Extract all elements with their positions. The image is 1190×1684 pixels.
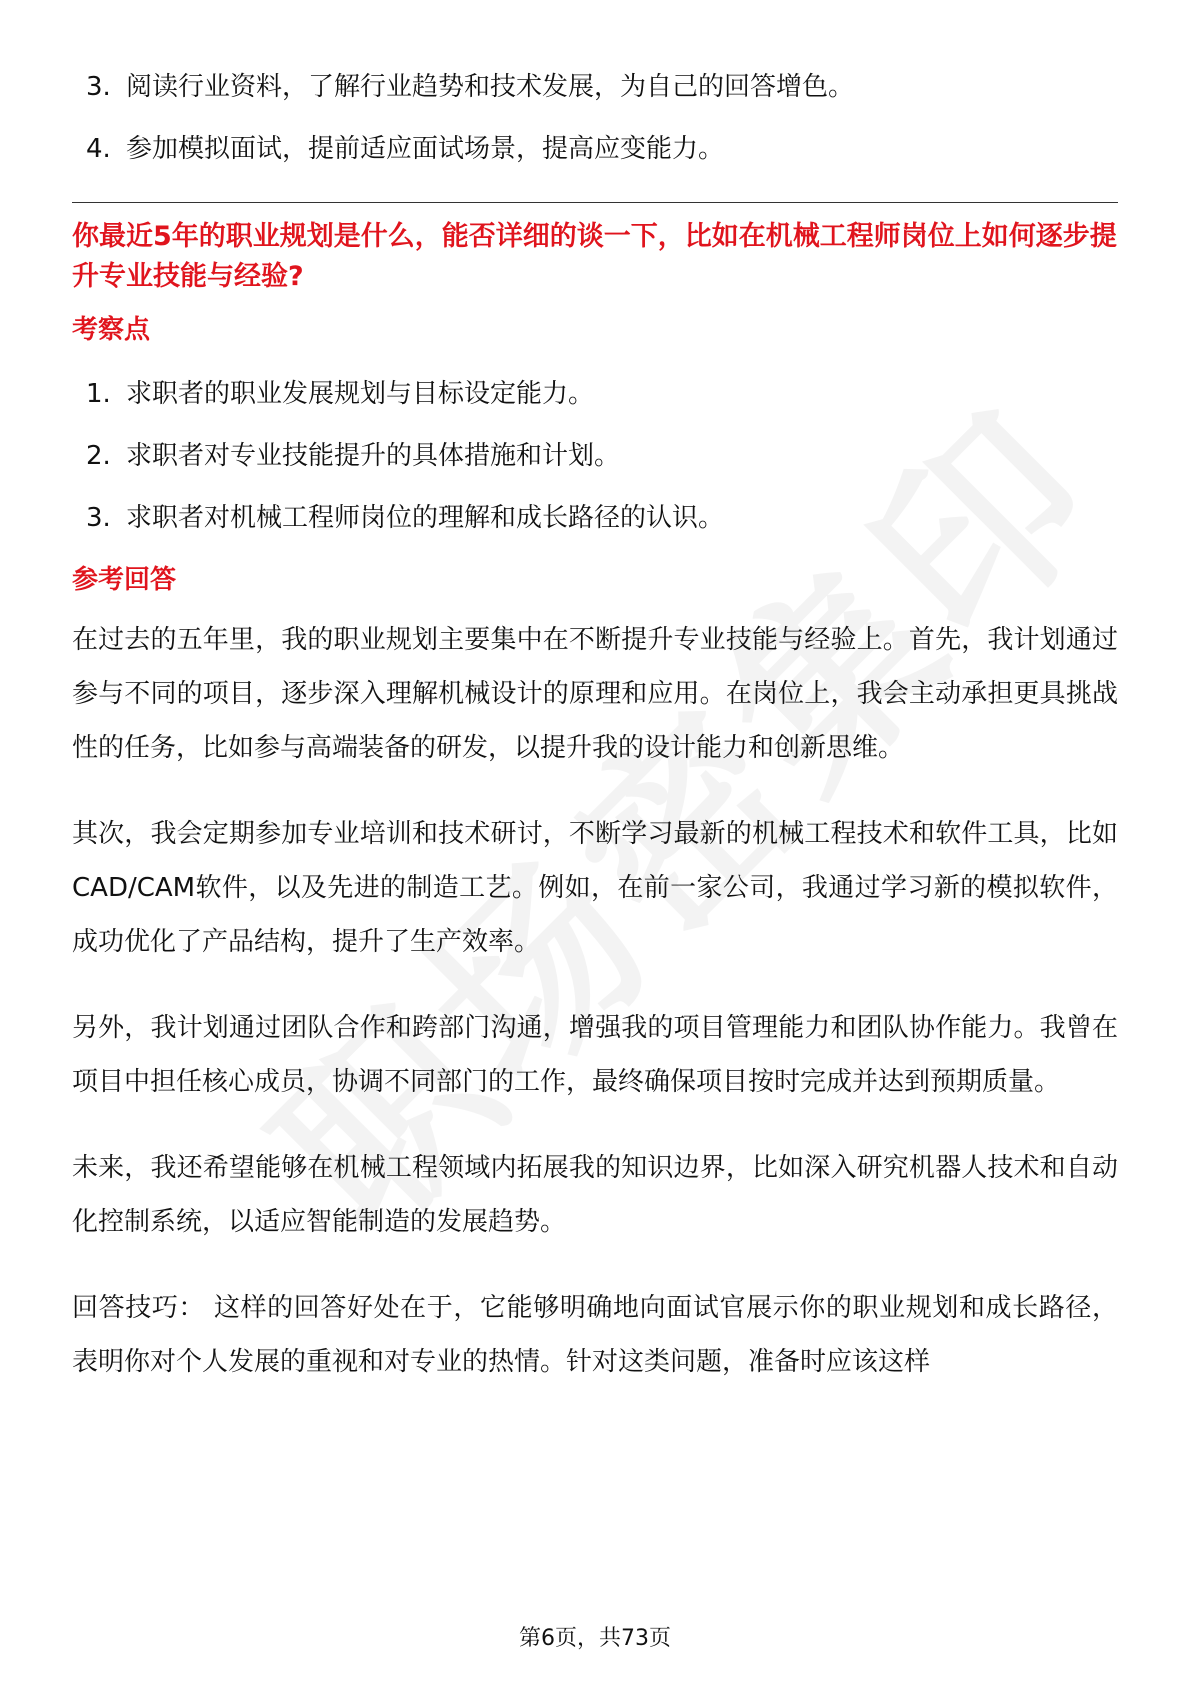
list-item-number: 2.: [86, 441, 111, 471]
assessment-list: [72, 375, 1118, 537]
list-item: [72, 68, 1118, 106]
list-item-number: 3.: [86, 72, 111, 102]
answer-paragraph: 未来，我还希望能够在机械工程领域内拓展我的知识边界，比如深入研究机器人技术和自动化控制系统，以适应智能制造的发展趋势。: [72, 1153, 1118, 1237]
answer-tips-paragraph: 回答技巧： 这样的回答好处在于，它能够明确地向面试官展示你的职业规划和成长路径，表明你对个人发展的重视和对专业的热情。针对这类问题，准备时应该这样: [72, 1293, 1118, 1377]
list-item-text: 参加模拟面试，提前适应面试场景，提高应变能力。: [126, 134, 725, 164]
page-number: 第6页，共73页: [519, 1626, 671, 1651]
section-divider: [72, 202, 1118, 203]
list-item: [72, 499, 1118, 537]
list-item: [72, 437, 1118, 475]
list-item-text: 求职者对专业技能提升的具体措施和计划。: [126, 441, 621, 471]
previous-tips-list: [72, 68, 1118, 168]
list-item-text: 求职者的职业发展规划与目标设定能力。: [126, 379, 595, 409]
answer-heading: 参考回答: [72, 565, 177, 595]
list-item-text: 求职者对机械工程师岗位的理解和成长路径的认识。: [126, 503, 725, 533]
assessment-heading: 考察点: [72, 315, 151, 345]
list-item: [72, 375, 1118, 413]
answer-paragraph: 在过去的五年里，我的职业规划主要集中在不断提升专业技能与经验上。首先，我计划通过参与不同的项目，逐步深入理解机械设计的原理和应用。在岗位上，我会主动承担更具挑战性的任务，比如参与高端装备的研发，以提升我的设计能力和创新思维。: [72, 625, 1118, 763]
answer-paragraph: 另外，我计划通过团队合作和跨部门沟通，增强我的项目管理能力和团队协作能力。我曾在项目中担任核心成员，协调不同部门的工作，最终确保项目按时完成并达到预期质量。: [72, 1013, 1118, 1097]
answer-paragraph: 其次，我会定期参加专业培训和技术研讨，不断学习最新的机械工程技术和软件工具，比如CAD/CAM软件，以及先进的制造工艺。例如，在前一家公司，我通过学习新的模拟软件，成功优化了产品结构，提升了生产效率。: [72, 819, 1118, 957]
list-item-number: 1.: [86, 379, 111, 409]
page-content: [72, 68, 1118, 1421]
interview-question: 你最近5年的职业规划是什么，能否详细的谈一下，比如在机械工程师岗位上如何逐步提升专业技能与经验?: [72, 221, 1117, 292]
list-item-number: 4.: [86, 134, 111, 164]
list-item-text: 阅读行业资料，了解行业趋势和技术发展，为自己的回答增色。: [126, 72, 855, 102]
list-item: [72, 130, 1118, 168]
list-item-number: 3.: [86, 503, 111, 533]
